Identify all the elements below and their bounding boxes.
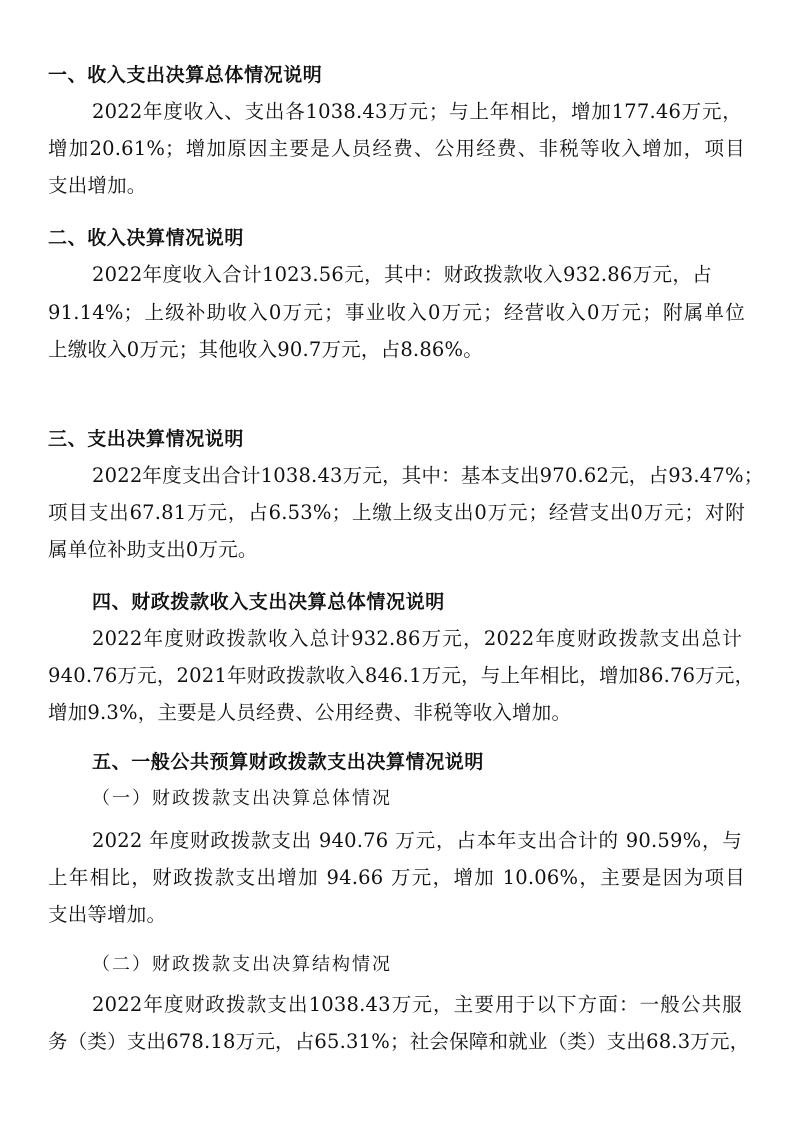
section-5-heading: 五、一般公共预算财政拨款支出决算情况说明 xyxy=(92,751,485,773)
section-5-1-line-1: 2022 年度财政拨款支出 940.76 万元，占本年支出合计的 90.59%，与 xyxy=(92,829,742,852)
section-5-1-line-3: 支出等增加。 xyxy=(48,903,167,926)
section-4-line-2: 940.76万元，2021年财政拨款收入846.1万元，与上年相比，增加86.76万元， xyxy=(48,664,755,687)
section-2-line-1: 2022年度收入合计1023.56元，其中：财政拨款收入932.86万元，占 xyxy=(92,263,712,286)
section-1-line-3: 支出增加。 xyxy=(48,174,147,197)
section-2-heading: 二、收入决算情况说明 xyxy=(48,227,245,249)
section-1-line-1: 2022年度收入、支出各1038.43万元；与上年相比，增加177.46万元， xyxy=(92,100,742,123)
section-5-1-subheading: （一）财政拨款支出决算总体情况 xyxy=(92,788,392,809)
section-4-heading: 四、财政拨款收入支出决算总体情况说明 xyxy=(92,591,445,613)
section-1-heading: 一、收入支出决算总体情况说明 xyxy=(48,64,323,86)
section-3-line-2: 项目支出67.81万元，占6.53%；上缴上级支出0万元；经营支出0万元；对附 xyxy=(48,501,745,524)
section-3-line-3: 属单位补助支出0万元。 xyxy=(48,538,258,561)
section-5-2-subheading: （二）财政拨款支出决算结构情况 xyxy=(92,954,392,975)
section-1-line-2: 增加20.61%；增加原因主要是人员经费、公用经费、非税等收入增加，项目 xyxy=(48,137,745,160)
section-5-1-line-2: 上年相比，财政拨款支出增加 94.66 万元，增加 10.06%，主要是因为项目 xyxy=(48,866,745,889)
section-3-line-1: 2022年度支出合计1038.43万元，其中：基本支出970.62元，占93.47%； xyxy=(92,464,764,487)
section-2-line-2: 91.14%；上级补助收入0万元；事业收入0万元；经营收入0万元；附属单位 xyxy=(48,301,745,324)
section-5-2-line-1: 2022年度财政拨款支出1038.43万元，主要用于以下方面：一般公共服 xyxy=(92,993,742,1016)
section-5-2-line-2: 务（类）支出678.18万元，占65.31%；社会保障和就业（类）支出68.3万元， xyxy=(48,1030,750,1053)
section-3-heading: 三、支出决算情况说明 xyxy=(48,428,245,450)
section-4-line-1: 2022年度财政拨款收入总计932.86万元，2022年度财政拨款支出总计 xyxy=(92,627,742,650)
section-4-line-3: 增加9.3%，主要是人员经费、公用经费、非税等收入增加。 xyxy=(48,701,572,724)
section-2-line-3: 上缴收入0万元；其他收入90.7万元，占8.86%。 xyxy=(48,338,483,361)
